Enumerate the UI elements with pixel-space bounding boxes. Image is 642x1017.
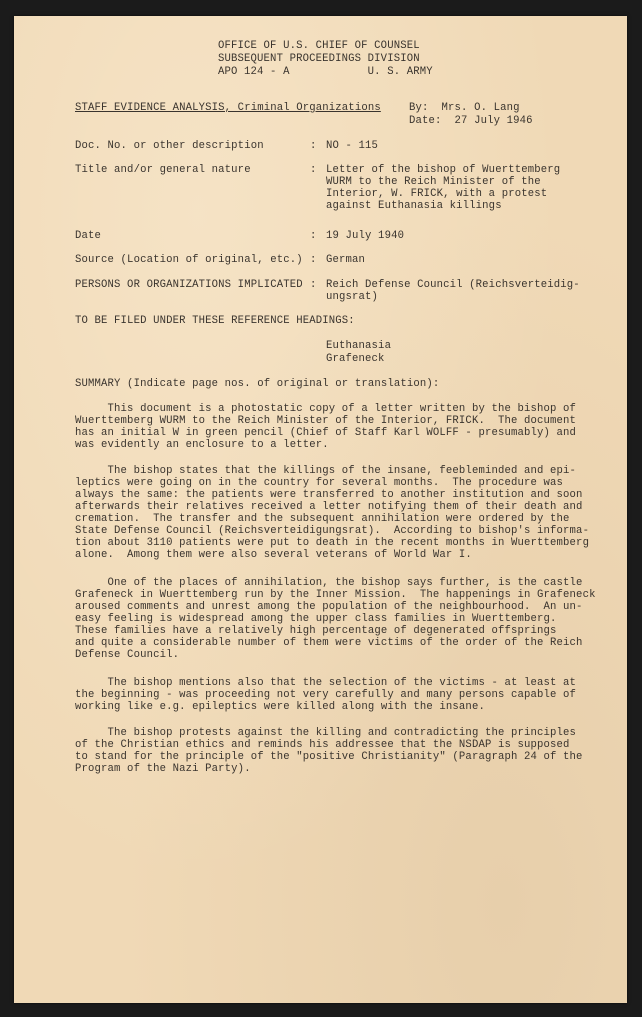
summary-line: Grafeneck in Wuerttemberg run by the Inner Mission. The happenings in Grafeneck	[75, 589, 596, 601]
header-line-1: OFFICE OF U.S. CHIEF OF COUNSEL	[218, 40, 420, 52]
summary-line: The bishop mentions also that the selection of the victims - at least at	[75, 677, 577, 689]
source-label: Source (Location of original, etc.)	[75, 254, 303, 266]
reference-heading: Grafeneck	[326, 353, 385, 365]
summary-line: State Defense Council (Reichsverteidigungsrat). According to bishop's informa-	[75, 525, 590, 537]
doc-no-value: NO - 115	[326, 140, 379, 152]
summary-label: SUMMARY (Indicate page nos. of original or translation):	[75, 378, 440, 390]
summary-paragraph-3	[75, 577, 596, 661]
summary-line: These families have a relatively high percentage of degenerated offsprings	[75, 625, 557, 637]
header-line-3: APO 124 - A U. S. ARMY	[218, 66, 433, 78]
reference-heading: Euthanasia	[326, 340, 392, 352]
summary-paragraph-4	[75, 677, 576, 713]
analysis-date: Date: 27 July 1946	[409, 115, 533, 127]
summary-paragraph-5	[75, 727, 583, 775]
summary-line: aroused comments and unrest among the population of the neighbourhood. An un-	[75, 601, 583, 613]
persons-label: PERSONS OR ORGANIZATIONS IMPLICATED	[75, 279, 303, 291]
summary-line: working like e.g. epileptics were killed along with the insane.	[75, 701, 485, 713]
title-value-line: against Euthanasia killings	[326, 200, 502, 212]
date-label: Date	[75, 230, 102, 242]
persons-value-line: ungsrat)	[326, 291, 379, 303]
summary-line: tion about 3110 patients were put to death in the recent months in Wuerttemberg	[75, 537, 590, 549]
summary-line: was evidently an enclosure to a letter.	[75, 439, 329, 451]
date-value: 19 July 1940	[326, 230, 405, 242]
persons-value	[326, 279, 580, 303]
summary-paragraph-2	[75, 465, 589, 561]
summary-line: easy feeling is widespread among the upper class families in Wuerttemberg.	[75, 613, 557, 625]
summary-line: Wuerttemberg WURM to the Reich Minister of the Interior, FRICK. The document	[75, 415, 577, 427]
summary-line: Program of the Nazi Party).	[75, 763, 251, 775]
summary-paragraph-1	[75, 403, 576, 451]
summary-line: This document is a photostatic copy of a letter written by the bishop of	[75, 403, 577, 415]
source-value: German	[326, 254, 366, 266]
summary-line: to stand for the principle of the "positive Christianity" (Paragraph 24 of the	[75, 751, 583, 763]
title-value-line: Letter of the bishop of Wuerttemberg	[326, 164, 561, 176]
summary-line: The bishop protests against the killing and contradicting the principles	[75, 727, 577, 739]
summary-line: and quite a considerable number of them were victims of the order of the Reich	[75, 637, 583, 649]
analyst-name: By: Mrs. O. Lang	[409, 102, 520, 114]
title-value	[326, 164, 560, 212]
summary-line: the beginning - was proceeding not very carefully and many persons capable of	[75, 689, 577, 701]
field-colon: :	[310, 140, 317, 152]
summary-line: of the Christian ethics and reminds his addressee that the NSDAP is supposed	[75, 739, 570, 751]
title-label: Title and/or general nature	[75, 164, 251, 176]
analysis-title: STAFF EVIDENCE ANALYSIS, Criminal Organizations	[75, 102, 381, 114]
reference-label: TO BE FILED UNDER THESE REFERENCE HEADINGS:	[75, 315, 355, 327]
summary-line: has an initial W in green pencil (Chief of Staff Karl WOLFF - presumably) and	[75, 427, 577, 439]
summary-line: cremation. The transfer and the subsequent annihilation were ordered by the	[75, 513, 570, 525]
document-page	[14, 16, 627, 1003]
summary-line: always the same: the patients were transferred to another institution and soon	[75, 489, 583, 501]
title-value-line: Interior, W. FRICK, with a protest	[326, 188, 548, 200]
persons-value-line: Reich Defense Council (Reichsverteidig-	[326, 279, 580, 291]
summary-line: One of the places of annihilation, the bishop says further, is the castle	[75, 577, 583, 589]
field-colon: :	[310, 164, 317, 176]
doc-no-label: Doc. No. or other description	[75, 140, 264, 152]
header-line-2: SUBSEQUENT PROCEEDINGS DIVISION	[218, 53, 420, 65]
field-colon: :	[310, 230, 317, 242]
summary-line: The bishop states that the killings of the insane, feebleminded and epi-	[75, 465, 577, 477]
summary-line: alone. Among them were also several veterans of World War I.	[75, 549, 472, 561]
summary-line: Defense Council.	[75, 649, 180, 661]
summary-line: leptics were going on in the country for several months. The procedure was	[75, 477, 564, 489]
field-colon: :	[310, 254, 317, 266]
summary-line: afterwards their relatives received a letter notifying them of their death and	[75, 501, 583, 513]
title-value-line: WURM to the Reich Minister of the	[326, 176, 541, 188]
field-colon: :	[310, 279, 317, 291]
